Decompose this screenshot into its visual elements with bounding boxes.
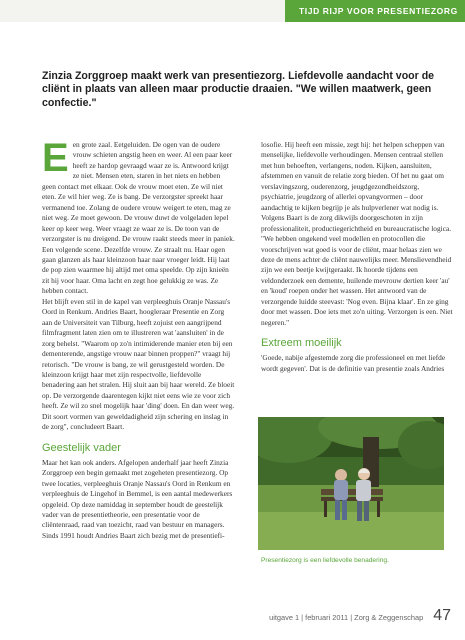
drop-cap: E <box>42 136 69 180</box>
subheading: Extreem moeilijk <box>261 337 342 350</box>
page-number: 47 <box>433 607 451 624</box>
body-paragraph: 'Goede, nabije afgestemde zorg die professioneel en met liefde wordt gegeven'. Dat is de definitie van presentie zoals Andries <box>261 353 446 373</box>
park-bench-photo <box>258 417 444 550</box>
body-paragraph: Volgens Baart is de zorg dikwijls doorgeschoten in zijn professionaliteit, productiegerichtheid en bureaucratische logica. "We hebben ongekend veel modellen en protocollen die voorschrijven wat goed is voor de cliënt, maar helaas zien we deze de mens achter de cliënt nauwelijks meer. Menslievendheid zijn we een beetje kwijtgeraakt. Ik hoorde tijdens een veldonderzoek een demente, huilende mevrouw dertien keer 'au' en 'koud' roepen onder het wassen. Het antwoord van de verzorgende luidde steevast: 'Nog even. Bijna klaar'. En ze ging door met wassen. Doe iets met zo'n uiting. Verzorgen is een. Niet negeren." <box>261 213 453 327</box>
subheading: Geestelijk vader <box>42 441 121 454</box>
page-footer <box>269 608 451 624</box>
intro-lead: Zinzia Zorggroep maakt werk van presentiezorg. Liefdevolle aandacht voor de cliënt in plaats van alleen maar productie draaien. "We willen maatwerk, geen confectie." <box>42 70 435 109</box>
body-paragraph: Een volgende scene. Dezelfde vrouw. Ze straalt nu. Haar ogen gaan glanzen als haar kleinzoon haar naar vroeger leidt. Hij laat de pop zien waarmee hij altijd met oma speelde. Op zijn knieën zit hij voor haar. Oma lacht en zegt hoe gelukkig ze was. Ze hebben contact. <box>42 244 230 296</box>
body-paragraph: losofie. Hij heeft een missie, zegt hij: het helpen scheppen van menselijke, liefdevolle verhoudingen. Mensen centraal stellen met hun behoeften, verlangens, noden. Kijken, aansluiten, afstemmen en vanuit de relatie zorg bieden. Of het nu gaat om verslavingszorg, ouderenzorg, jeugdgezondheidszorg, psychiatrie, jeugdzorg of allerlei opvangvormen – door aandachtig te kijken begrijp je als hulpverlener wat nodig is. <box>261 140 445 212</box>
issue-info: uitgave 1 | februari 2011 | Zorg & Zeggenschap <box>269 613 424 622</box>
body-paragraph: Sinds 1991 houdt Andries Baart zich bezig met de presentiefi- <box>42 530 225 540</box>
body-paragraph: Maar het kan ook anders. Afgelopen anderhalf jaar heeft Zinzia Zorggroep een begin gemaakt met zogeheten presentiezorg. Op twee locaties, verpleeghuis Oranje Nassau's Oord in Renkum en verpleeghuis de Lingehof in Bemmel, is een aantal medewerkers opgeleid. Op deze namiddag in september houdt de geestelijk vader van de presentietheorie, een presentatie voor de cliëntenraad, raad van toezicht, raad van bestuur en managers. <box>42 457 233 530</box>
photo-caption: Presentiezorg is een liefdevolle benadering. <box>261 557 389 564</box>
article-column-right <box>261 140 454 374</box>
article-column-left <box>42 136 235 541</box>
section-tag: TIJD RIJP VOOR PRESENTIEZORG <box>285 0 465 22</box>
article-photo <box>258 417 444 550</box>
body-paragraph: Het blijft even stil in de kapel van verpleeghuis Oranje Nassau's Oord in Renkum. Andries Baart, hoogleraar Presentie en Zorg aan de Universiteit van Tilburg, heeft zojuist een aangrijpend filmfragment laten zien om te illustreren wat 'aansluiten' in de zorg behelst. "Waarom op zo'n intimiderende manier eten bij een dementerende, angstige vrouw naar binnen proppen?" vraagt hij retorisch. "De vrouw is bang, ze wil gerustgesteld worden. De kleinzoon krijgt haar met zijn respectvolle, liefdevolle benadering aan het stralen. Hij sluit aan bij haar wereld. Ze bloeit op. De verzorgende daarentegen kijkt niet eens wie ze voor zich heeft. Ze wil zo snel mogelijk haar 'ding' doen. En dan weer weg. Dit soort vormen van geweldadigheid zijn schering en inslag in de zorg", concludeert Baart. <box>42 296 235 432</box>
body-paragraph: en grote zaal. Eetgeluiden. De ogen van de oudere vrouw schieten angstig heen en weer. Al een paar keer heeft ze hardop gevraagd waar ze is. Antwoord krijgt ze niet. Mensen eten, staren in het niets en hebben geen contact met elkaar. Ook de vrouw moet eten. Ze wil niet eten. Ze wil hier weg. Ze is bang. De verzorgster spreekt haar vermanend toe. Zolang de oudere vrouw weigert te eten, mag ze niet weg. Ze moet gewoon. De vrouw duwt de volgeladen lepel keer op keer weg. Weer vraagt ze waar ze is. De toon van de verzorgster is nu dreigend. De vrouw raakt steeds meer in paniek. <box>42 140 235 244</box>
